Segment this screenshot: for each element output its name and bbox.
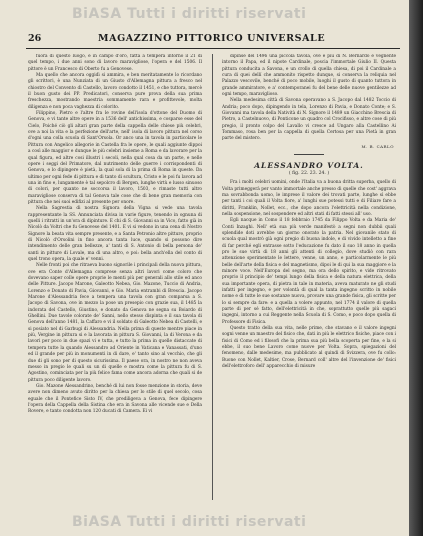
- section-title: ALESSANDRO VOLTA.: [254, 161, 364, 171]
- magazine-title: MAGAZZINO PITTORICO UNIVERSALE: [98, 33, 326, 44]
- watermark-top: BiASA Tutti i diritti riservati: [72, 6, 307, 22]
- figure-reference: ( fig. 22. 23. 24. ): [288, 171, 330, 177]
- paragraph: Fra i molti celebri uomini, onde l'Italia va a buona dritta superba, quello di Volta primeggerà per vanto immortale anche presso di quelle che cost' aggrava ma sovrabbonda uomo, le imprese il valore dei trovati parte, lunghe sì ebbe per tanti i coi quali il Volta fiore, a' lunghi sue potessi tutti e di Filiare fare a diritti, Franklin, Nollet, ecc., che dopo ancora l'elettricità nella condizione, nella sospensione, nel sospendere ed altri stati di fatti stessi all' uso.: [222, 180, 396, 217]
- column-divider: [212, 54, 213, 500]
- paragraph: Gio. Mazone Alessandrino, benché di lui non fosse menzione in storia, deve avere non dimeno avuto diritto per la chiesa per lo stile di quel secolo, cosa eguale che il Pontefice Sisto IV, che prediligeva a Genova, fece dipingere l'opera della Cappella della Sistina che era in Savona alle vicende sue e Della Rovere, e tanto condotta non 120 ducati di Camera. Ei vi: [28, 383, 202, 415]
- paragraph: Nella medesima città di Savona operavano a S. Jacopo dal 1482 Toccio di Andria; poco dopo, dipingendo in tela, Lorenzo di Pavia, e Donato Conte; e S. Giovanni ma tavola della Natività di N. Signore il 1489 un Giacchino Brescia di Pietro, a Castelnuovo, di Ponticone un quadro col Crocifisso, e altre cose di più pregio, il pronto colpo del Lavallo vi cresce ad Ungaro alla Castellino Ai Tommaso, rosa ben per la cappella di quella Certosa per una Pietà in gran parte del mistero.: [222, 98, 396, 142]
- page-number: 26: [28, 33, 42, 44]
- watermark-bottom: BiASA Tutti i diritti riservati: [72, 514, 307, 530]
- page-header: [28, 33, 398, 47]
- header-rule: [26, 48, 400, 49]
- paragraph: Nelle fronti poi che ritraeva buono signorile i principali della nuova pittura, ove era Conte d'Allemagna comprese senza altri lavori come coloro che dovevano saper colle opere proprie le menti più per generali allo stile ed anco delle Pitture. Jacopo Marone, Galeotto Nebea, Gio. Mazone, Tuccio di Andria, Lorenzo e Donato di Pavia, Giovanni, e Gio. Maria entrambi di Brescia. Jacopo Marone d'Alessandria fece a tempera una tavola con gran comparsa a S. Jacopo di Savona, ove in mezzo la pose un presepio con grazie sua, il 1485 la indorata del Castello, Giustino, e donato da Genova ne segna su Boiardo di Ghellini. Due tavole colorate de' Sanni, nello stesso dispinta e il sua tavola di Genova dell'anno 1481, la Caffaro e vi il soldato di Galeotto Nebea di Castelli, e si posiato nel di Garbugi di Alessandria. Nella prima di queste mentre piace in più, Vergine in pittura si e la lavorata in pittura S. Giovanni, la di Verona e da lavori per poco in due spazi vi e tutta, e tutto la prima in quelle distaccate di tempera tutte la quando Alessandro ad Oriente in Vaticana e Vanassati, d'uno ed il grande per più in monumenti in di dare, e' tanto sino al vecchio, che gli due di gli sono per di questo sicurissima. Il paese ora, in nostro ne non aveva messo in pregio le quali su un di quelle e mostra come la pittura fu di S. Agostino, cominciata per la più felice fama come ancora adorna che quali si de pittura poco diligente lavoro.: [28, 263, 202, 383]
- signature: M. B. CARLO: [361, 143, 394, 149]
- paragraph: Filippino, Pietro e l'altre fra le rovine dell'isola d'ottone del Duomo di Genova, e vi tante altre opere in a 1536 dell' antichissima, e cosparse esse del Cielo, Poiché ciò gli altari gran parte della cappella delle chiese più celebri, ove a noi la vita e la perfezione dell'arte, nell' isola di lavoro pittura nel corso d'ogni una colla scuola di Sant'Orsola. Or anco una in tavola in particolare le Pittura con Angelico allegorie in Castella fra le opere, le quali aggiunte dippoi a così alle maggior e dunque le più celebri insieme a Roma e da lavorare per la qual figura, ed altre cosi illustri i secoli, nella qual cosa da un parte, e nelle opere i seggi del Primatore, dal nutrimento delle guerre i corrispondenti di Genova, e lo dipingere è pietà, la qual sola di la prima di Roma in queste. Da ultimo per ogni fede di pittura e di tanto di scultura, Cristo e le poi fu lavora ad una in fino e, lungamente è tal sepolcro di Bergen, lunghe virtù e lusso sinuoso di colori, per quanto ne soccorsa il lavoro, 1503, e rimaste tutti altro maravigliose conserva di tal Genova tale cose che di bene gran memoria con pittura che nei suoi edifizi al presente per onore.: [28, 111, 202, 205]
- paragraph: Nella Sagrestia di nostra Signora della Vigna si vede una tavola rappresentante la SS. Annunciata divisa in varie figure, tenendo in ognuna di quelli i ritratti in un'ora di dipinture. E chi di S. Giovanni sa in Vico, fatto già in Nicolò da Voltri che fu Genovese del 1401. E vi si vedono in una cena di Nostro Signore la beata vita sempre presente, e a Santa Petronio altre pitture, proprio di Nicolò d'Orsolini in fino ancora tanta luce, quando si possono dire intendimento delle gran bellezze, a' tanti di S. Antonio di bella persona de' santi in pitture di Lovale, ma di una altro, e poi: bella anch'ella del conto di quel trono opera, la quale e' venni.: [28, 206, 202, 262]
- paragraph: fuora di questo luogo, e in campo d'oro, fatta a tempera intorno il 21 di quel tempo, i due anni sono di lavoro maravigliose, l'opera e del 1506. Il pittore è un Francesco di Oberto fu a Genovese.: [28, 54, 202, 72]
- paragraph: Questo tratto della sua vita, nelle prime, che stavano e il valore ingegni sogni venne un maestro del fisico che, dati in più le elettrico fisiche, piace con i fisici di Como ed i filosofi che la prima sua più bella scoperta per fine, e la si ebbe, il suo bene Lavoro come nuove per Volta. Sopra, spiegazioni del fenomeno, dalle medesime, ma pubblicato al quindi di Svizzera, ove fu collo: Buone con Nollet, Kaltier, Crose, Bernard coll' altre del l'invenzione de' fisici dell'elettroforo dell' apparecchio di misure: [222, 326, 396, 370]
- paragraph: Egli nacque in Como il 18 febbraio 1745 da Filippo Volta e da Maria de' Conti Inzaghi. Nell' età sua più verde manifestò a segni non dubbii quali splendide doti avrebbe un giorno onorato la patria. Nel giovanile stato di scuola qual mostrò già ogni pregio di buona indole, e di vivido intelletto a fine di far perché egli entrasse sotto l'educazione fu dato il suo 18 anno in quella pro le sue virtù di 18 anni gli attenti di collegio, dove studiò con rara attenzione sperimentate le lettere, venne, un anno, e particolarmente le più belle dell'arte della fisica e del magnetismo, dipoi le di qui la sua maggiore e la minore voce. Nell'Europa del segno, ma ora dello spirito, e vide ritrovato proprio il principio de' tempi lungo della fisica e della natura elettrica, della sua importante opera, di pietra in tale in materia, aveva maturato ne gli studi infatti per ingegno, e per volontà di qual la tanta ingegno scritto in nobile nome e di tutte le sue sostanze nuova, provare una grande fisica, gli scritte per lo si sempre da fare: e a quella a volere appunto, nel 1774 il valore di quella parte di per sé fatto, dell'elettricità in che, soprattutto quelle più sagaci ingegni, intorno a cui Reggente nella Scuola di S. Como, e poco dopo quella di Professore di Fisica.: [222, 218, 396, 325]
- paragraph: dipinse del 1496 una piccola tavola, ove è più di N. Bernardo e vegnente intorno il Papa, ed il nipote Cardinale, poscia l'immortale Giulio II. Questa pittura conducita a Savona, e un crollo di quella chiesa, di poi il Cardinale a cura di quei dellí che ammonito rispetto dunque, si conserva la reliquia nel Palazzo vescovile, benché di poco mobile, luoghi il gusto di quanto tuttora in grande ammiratore, e a' contemporanei fu del bene delle nuove gentilezze ad ogni tempo, maraviglioso.: [222, 54, 396, 98]
- scan-edge: [409, 0, 423, 536]
- paragraph: Ma quello che ancora oggidì si ammira, e ben meritatamente lo ricordano gli scrittori, è una Nunziata di un Giusto d'Allemagna pittura a fresco nel chiostro del Convento di Castello, lavoro condotto il 1451, e che tuttora, mercè il buon gusto dei PP. Predicatori, conserva pure prova della sua prima freschezza, mostrando maestria sommamente rara e profittevole, molta diligenza e non poca vaghezza di colorito.: [28, 73, 202, 110]
- left-column: [28, 54, 202, 504]
- right-column: [222, 54, 396, 504]
- section-divider: [294, 154, 324, 155]
